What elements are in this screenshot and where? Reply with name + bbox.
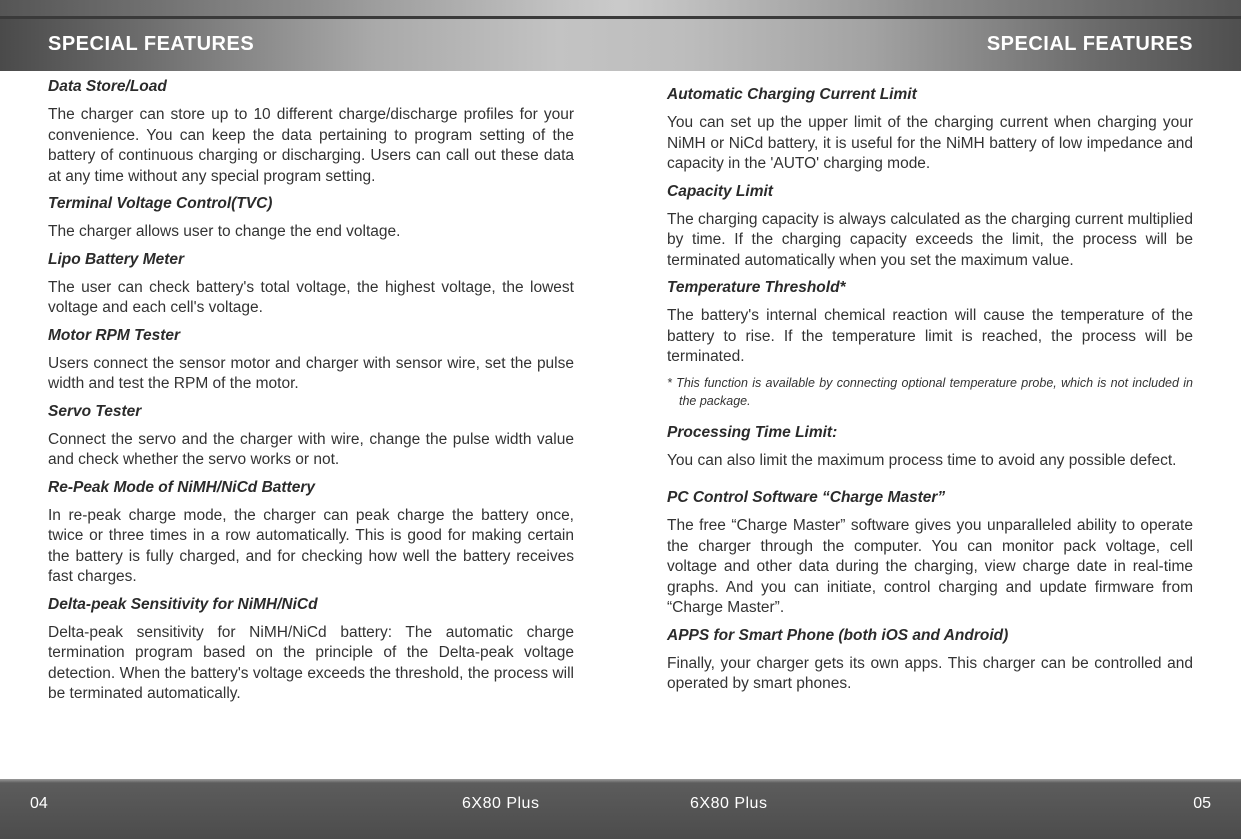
left-page-title: SPECIAL FEATURES — [48, 33, 255, 55]
pc-software-heading: PC Control Software “Charge Master” — [667, 489, 946, 506]
section-heading: Lipo Battery Meter — [48, 250, 185, 268]
section-heading: Re-Peak Mode of NiMH/NiCd Battery — [48, 478, 315, 496]
temperature-note: * This function is available by connecting optional temperature probe, which is not included in the package. — [667, 375, 1193, 408]
section-heading: Data Store/Load — [48, 78, 167, 95]
section-body: The charger allows user to change the end voltage. — [48, 223, 401, 240]
apps-heading: APPS for Smart Phone (both iOS and Android) — [667, 626, 1009, 644]
section-heading: Servo Tester — [48, 402, 142, 420]
header-highlight — [0, 0, 1241, 16]
capacity-heading: Capacity Limit — [667, 182, 773, 200]
left-column — [48, 78, 574, 713]
section-body: Connect the servo and the charger with wire, change the pulse width value and check whether the servo works or not. — [48, 430, 574, 468]
capacity-body: The charging capacity is always calculated as the charging current multiplied by time. If the charging capacity exceeds the limit, the process will be terminated automatically when you set the maximum value. — [667, 210, 1193, 269]
auto-limit-body: You can set up the upper limit of the charging current when charging your NiMH or NiCd battery, it is useful for the NiMH battery of low impedance and capacity in the 'AUTO' charging mode. — [667, 114, 1193, 172]
right-column — [667, 86, 1193, 703]
section-heading: Delta-peak Sensitivity for NiMH/NiCd — [48, 595, 318, 613]
section-body: The user can check battery's total voltage, the highest voltage, the lowest voltage and each cell's voltage. — [48, 278, 574, 316]
processing-heading: Processing Time Limit: — [667, 423, 838, 441]
footer-band — [0, 779, 1241, 839]
right-model-name: 6X80 Plus — [690, 795, 768, 812]
left-page-number: 04 — [30, 795, 48, 812]
right-page-number: 05 — [1193, 795, 1211, 812]
processing-body: You can also limit the maximum process time to avoid any possible defect. — [667, 451, 1177, 469]
section-heading: Terminal Voltage Control(TVC) — [48, 195, 273, 212]
section-body: In re-peak charge mode, the charger can peak charge the battery once, twice or three times in a row automatically. This is good for making certain the battery is fully charged, and for checking how well the battery receives fast charges. — [48, 506, 574, 585]
section-body: Users connect the sensor motor and charger with sensor wire, set the pulse width and test the RPM of the motor. — [48, 354, 574, 392]
auto-limit-heading: Automatic Charging Current Limit — [667, 86, 917, 103]
section-body: The charger can store up to 10 different charge/discharge profiles for your convenience. You can keep the data pertaining to program setting of the battery of continuous charging or discharging. Users can call out these data at any time without any special program setting. — [48, 106, 574, 185]
header-rule — [0, 16, 1241, 19]
left-model-name: 6X80 Plus — [462, 795, 540, 812]
section-body: Delta-peak sensitivity for NiMH/NiCd battery: The automatic charge termination program based on the principle of the Delta-peak voltage detection. When the battery's voltage exceeds the threshold, the process will be terminated automatically. — [48, 623, 574, 702]
pc-software-body: The free “Charge Master” software gives you unparalleled ability to operate the charger through the computer. You can monitor pack voltage, cell voltage and other data during the charging, view charge date in real-time graphs. And you can initiate, control charging and update firmware from “Charge Master”. — [667, 517, 1193, 616]
temperature-heading: Temperature Threshold* — [667, 279, 846, 296]
temperature-body: The battery's internal chemical reaction will cause the temperature of the battery to rise. If the temperature limit is reached, the process will be terminated. — [667, 307, 1193, 365]
apps-body: Finally, your charger gets its own apps. This charger can be controlled and operated by smart phones. — [667, 654, 1193, 692]
section-heading: Motor RPM Tester — [48, 326, 181, 344]
right-page-title: SPECIAL FEATURES — [986, 33, 1193, 55]
